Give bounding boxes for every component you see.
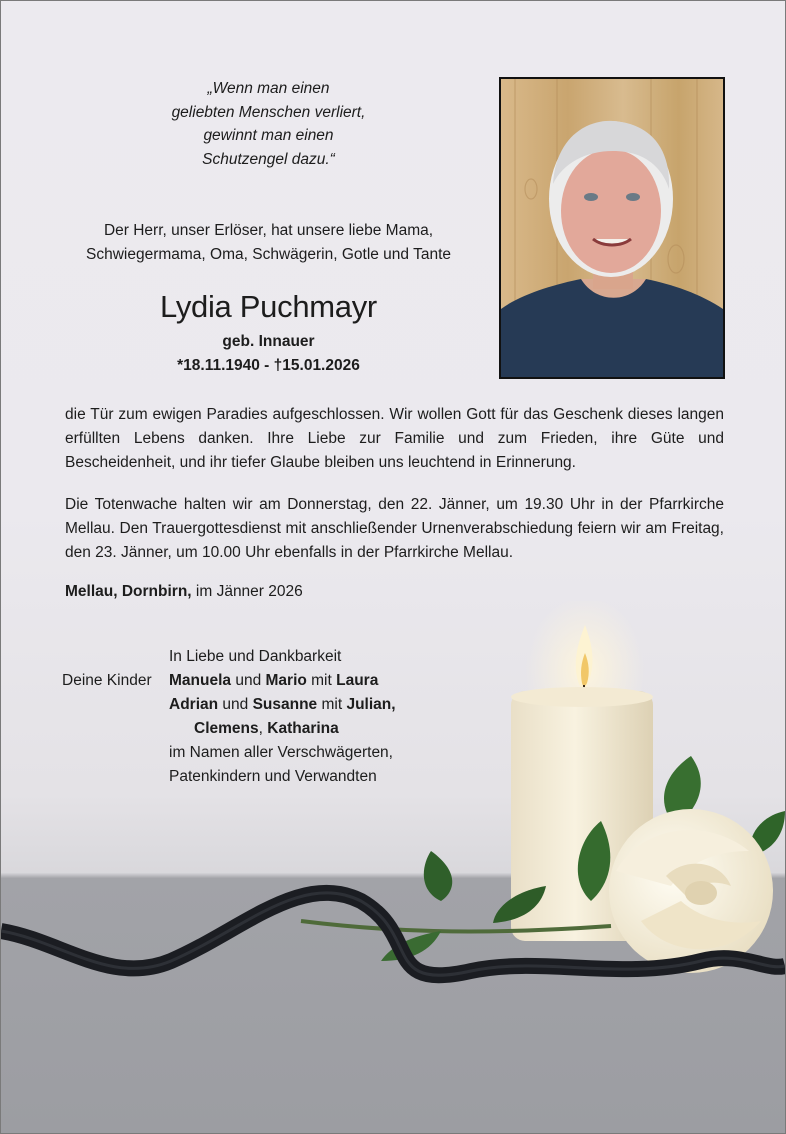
name-katharina: Katharina [267, 720, 339, 737]
life-dates: *18.11.1940 - †15.01.2026 [177, 357, 360, 374]
places: Mellau, Dornbirn, [65, 583, 192, 600]
quote-line: Schutzengel dazu.“ [202, 150, 335, 168]
name-julian: Julian, [346, 696, 396, 713]
signature-line-3 [169, 696, 396, 714]
signature-line-2 [169, 672, 378, 690]
name-laura: Laura [336, 672, 379, 689]
name-clemens: Clemens [194, 720, 259, 737]
intro-line: Der Herr, unser Erlöser, hat unsere liebe Mama, [103, 222, 434, 239]
place-date-line [65, 583, 303, 601]
connector: und [231, 672, 266, 689]
deceased-name: Lydia Puchmayr [160, 289, 377, 324]
name-mario: Mario [265, 672, 307, 689]
signature-line-6: Patenkindern und Verwandten [169, 768, 377, 785]
signature-line-4 [194, 720, 339, 738]
name-susanne: Susanne [252, 696, 318, 713]
connector: mit [317, 696, 347, 713]
kids-label: Deine Kinder [62, 672, 152, 689]
date-text: im Jänner 2026 [195, 583, 303, 600]
connector: mit [306, 672, 337, 689]
quote-line: gewinnt man einen [203, 127, 334, 144]
signature-line-5: im Namen aller Verschwägerten, [169, 744, 393, 761]
quote-line: geliebten Menschen verliert, [171, 103, 366, 121]
signature-line-1: In Liebe und Dankbarkeit [169, 648, 342, 665]
portrait-photo [499, 77, 725, 379]
quote-block [121, 77, 416, 171]
intro-line: Schwiegermama, Oma, Schwägerin, Gotle und Tante [85, 246, 451, 263]
maiden-name: geb. Innauer [222, 333, 315, 350]
body-paragraph-2: Die Totenwache halten wir am Donnerstag, den 22. Jänner, um 19.30 Uhr in der Pfarrkirche Mellau. Den Trauergottesdienst mit anschließender Urnenverabschiedung feiern wir am Freitag, den 23. Jänner, um 10.00 Uhr ebenfalls in der Pfarrkirche Mellau. [65, 496, 724, 561]
name-manuela: Manuela [169, 672, 232, 689]
connector: , [258, 720, 268, 737]
intro-block [41, 219, 496, 267]
body-paragraph-1: die Tür zum ewigen Paradies aufgeschlossen. Wir wollen Gott für das Geschenk dieses langen erfüllten Lebens danken. Ihre Liebe zur Familie und zum Frieden, ihre Güte und Bescheidenheit, und ihr tiefer Glaube bleiben uns leuchtend in Erinnerung. [65, 406, 724, 471]
connector: und [218, 696, 253, 713]
quote-line: „Wenn man einen [207, 80, 330, 97]
name-adrian: Adrian [169, 696, 219, 713]
